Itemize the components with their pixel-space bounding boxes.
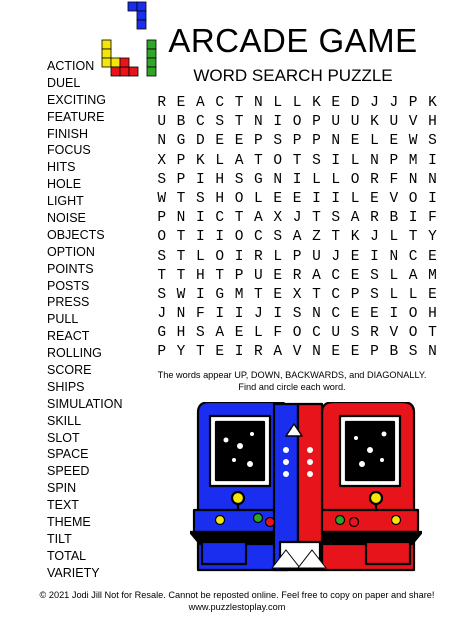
- grid-letter: P: [312, 133, 321, 150]
- grid-letter: T: [176, 229, 186, 246]
- grid-letter: P: [312, 114, 321, 131]
- grid-row: [152, 132, 442, 151]
- word-list-item: SPEED: [47, 464, 90, 479]
- grid-letter: W: [157, 190, 167, 207]
- arcade-cabinets-illustration: [190, 402, 422, 572]
- grid-letter: H: [215, 171, 225, 188]
- grid-letter: S: [234, 171, 244, 188]
- grid-letter: G: [215, 286, 225, 303]
- word-list-item: HITS: [47, 160, 76, 175]
- grid-letter: E: [370, 190, 379, 207]
- grid-letter: L: [370, 133, 379, 150]
- grid-letter: J: [389, 95, 399, 111]
- grid-letter: N: [389, 248, 399, 265]
- footer-website: www.puzzlestoplay.com: [188, 602, 286, 612]
- grid-letter: F: [428, 210, 437, 227]
- word-list-item: TILT: [47, 531, 72, 546]
- grid-letter: L: [254, 190, 263, 207]
- grid-letter: U: [157, 114, 167, 131]
- grid-letter: T: [176, 248, 186, 265]
- grid-letter: U: [312, 248, 321, 265]
- grid-letter: N: [428, 171, 437, 188]
- grid-letter: H: [196, 267, 205, 284]
- grid-letter: I: [234, 344, 244, 361]
- grid-letter: I: [215, 306, 225, 323]
- grid-letter: I: [196, 210, 205, 227]
- word-list-item: OBJECTS: [47, 227, 105, 242]
- grid-letter: S: [331, 210, 341, 227]
- word-list-item: TOTAL: [47, 548, 87, 563]
- grid-letter: C: [215, 95, 225, 111]
- grid-letter: P: [234, 267, 244, 284]
- grid-letter: S: [215, 114, 225, 131]
- grid-letter: T: [312, 286, 321, 303]
- grid-letter: N: [312, 306, 321, 323]
- grid-letter: P: [389, 152, 399, 169]
- grid-letter: O: [234, 190, 244, 207]
- grid-letter: E: [389, 133, 399, 150]
- grid-letter: E: [350, 306, 360, 323]
- grid-letter: I: [408, 210, 418, 227]
- grid-letter: L: [196, 248, 205, 265]
- grid-letter: U: [331, 114, 341, 131]
- grid-letter: U: [254, 267, 263, 284]
- grid-letter: I: [370, 248, 379, 265]
- grid-letter: J: [370, 229, 379, 246]
- grid-letter: E: [350, 267, 360, 284]
- grid-letter: I: [273, 306, 283, 323]
- word-list-item: SPIN: [47, 481, 77, 496]
- grid-letter: R: [254, 344, 263, 361]
- grid-letter: G: [254, 171, 263, 188]
- grid-letter: S: [273, 133, 283, 150]
- word-list-item: EXCITING: [47, 92, 107, 107]
- grid-letter: K: [350, 229, 360, 246]
- word-list-item: NOISE: [47, 211, 86, 226]
- grid-letter: O: [292, 114, 302, 131]
- grid-letter: A: [254, 210, 263, 227]
- grid-letter: X: [292, 286, 302, 303]
- grid-letter: L: [331, 171, 341, 188]
- word-list-item: POINTS: [47, 261, 94, 276]
- grid-letter: A: [215, 325, 225, 342]
- grid-letter: E: [234, 325, 244, 342]
- grid-letter: N: [428, 344, 437, 361]
- grid-letter: E: [273, 190, 283, 207]
- grid-letter: N: [331, 133, 341, 150]
- grid-letter: E: [331, 344, 341, 361]
- grid-letter: C: [331, 306, 341, 323]
- grid-letter: F: [389, 171, 399, 188]
- word-list-item: DUEL: [47, 75, 81, 90]
- grid-letter: R: [370, 171, 379, 188]
- grid-letter: E: [215, 133, 225, 150]
- grid-letter: A: [408, 267, 418, 284]
- grid-letter: I: [196, 286, 205, 303]
- grid-letter: T: [234, 210, 244, 227]
- grid-letter: O: [408, 190, 418, 207]
- grid-letter: C: [254, 229, 263, 246]
- word-list-item: VARIETY: [47, 565, 100, 580]
- word-list-item: THEME: [47, 515, 91, 530]
- grid-letter: O: [234, 229, 244, 246]
- instructions: [152, 370, 432, 393]
- grid-letter: S: [273, 229, 283, 246]
- grid-letter: X: [273, 210, 283, 227]
- grid-letter: D: [196, 133, 205, 150]
- grid-letter: H: [428, 114, 437, 131]
- grid-letter: U: [331, 325, 341, 342]
- grid-letter: I: [292, 171, 302, 188]
- grid-letter: Y: [176, 344, 186, 361]
- grid-letter: N: [254, 114, 263, 131]
- grid-letter: E: [350, 344, 360, 361]
- grid-letter: X: [157, 152, 167, 169]
- grid-letter: E: [273, 286, 283, 303]
- word-list-item: POSTS: [47, 278, 90, 293]
- grid-row: [152, 190, 442, 209]
- grid-letter: S: [157, 248, 167, 265]
- grid-letter: T: [176, 267, 186, 284]
- grid-letter: T: [312, 210, 321, 227]
- grid-letter: V: [389, 325, 399, 342]
- grid-letter: O: [408, 306, 418, 323]
- grid-letter: W: [408, 133, 418, 150]
- page-subtitle: WORD SEARCH PUZZLE: [193, 66, 393, 85]
- grid-letter: S: [157, 171, 167, 188]
- grid-letter: I: [215, 229, 225, 246]
- instructions-line-1: The words appear UP, DOWN, BACKWARDS, and DIAGONALLY.: [157, 370, 427, 380]
- grid-letter: R: [370, 325, 379, 342]
- grid-letter: R: [157, 95, 167, 111]
- grid-letter: I: [234, 248, 244, 265]
- letter-grid: [152, 94, 442, 363]
- word-list-item: FOCUS: [47, 143, 91, 158]
- word-list-item: SLOT: [47, 430, 80, 445]
- word-list-item: SPACE: [47, 447, 89, 462]
- grid-letter: I: [273, 114, 283, 131]
- grid-letter: T: [196, 344, 205, 361]
- grid-letter: O: [408, 325, 418, 342]
- grid-letter: F: [196, 306, 205, 323]
- grid-letter: O: [350, 171, 360, 188]
- grid-letter: Z: [312, 229, 321, 246]
- grid-letter: V: [389, 190, 399, 207]
- word-list-item: SKILL: [47, 413, 82, 428]
- grid-letter: T: [176, 190, 186, 207]
- grid-letter: A: [312, 267, 321, 284]
- grid-row: [152, 305, 442, 324]
- word-list-item: ROLLING: [47, 346, 102, 361]
- word-list-item: TEXT: [47, 498, 79, 513]
- grid-letter: C: [215, 210, 225, 227]
- grid-letter: K: [312, 95, 321, 111]
- word-list-item: REACT: [47, 329, 90, 344]
- grid-letter: S: [350, 325, 360, 342]
- grid-letter: B: [389, 210, 399, 227]
- grid-letter: A: [350, 210, 360, 227]
- grid-letter: S: [312, 152, 321, 169]
- grid-letter: S: [157, 286, 167, 303]
- grid-letter: V: [292, 344, 302, 361]
- grid-letter: P: [350, 286, 360, 303]
- grid-letter: B: [176, 114, 186, 131]
- grid-letter: N: [157, 133, 167, 150]
- grid-letter: P: [370, 344, 379, 361]
- grid-letter: S: [408, 344, 418, 361]
- grid-row: [152, 248, 442, 267]
- grid-letter: T: [234, 95, 244, 111]
- grid-letter: N: [312, 344, 321, 361]
- grid-letter: O: [292, 325, 302, 342]
- grid-letter: S: [370, 267, 379, 284]
- grid-letter: S: [370, 286, 379, 303]
- grid-letter: C: [408, 248, 418, 265]
- grid-letter: U: [389, 114, 399, 131]
- grid-letter: I: [196, 171, 205, 188]
- grid-letter: J: [370, 95, 379, 111]
- grid-letter: P: [408, 95, 418, 111]
- grid-letter: P: [292, 248, 302, 265]
- grid-letter: P: [176, 152, 186, 169]
- grid-letter: I: [331, 190, 341, 207]
- grid-letter: L: [273, 95, 283, 111]
- grid-letter: O: [157, 229, 167, 246]
- grid-letter: W: [176, 286, 186, 303]
- grid-letter: E: [215, 344, 225, 361]
- grid-letter: E: [234, 133, 244, 150]
- grid-letter: L: [350, 152, 360, 169]
- grid-letter: L: [408, 286, 418, 303]
- grid-row: [152, 267, 442, 286]
- grid-letter: I: [428, 152, 437, 169]
- grid-letter: D: [350, 95, 360, 111]
- grid-letter: K: [370, 114, 379, 131]
- grid-letter: A: [196, 95, 205, 111]
- grid-letter: E: [350, 248, 360, 265]
- grid-letter: Y: [428, 229, 437, 246]
- grid-letter: R: [254, 248, 263, 265]
- grid-letter: E: [370, 306, 379, 323]
- grid-letter: T: [254, 152, 263, 169]
- grid-letter: C: [312, 325, 321, 342]
- word-list-item: LIGHT: [47, 194, 84, 209]
- grid-row: [152, 343, 442, 362]
- footer-copyright: © 2021 Jodi Jill Not for Resale. Cannot be reposted online. Feel free to copy on paper and share!: [39, 590, 435, 600]
- page-title: ARCADE GAME: [168, 22, 418, 59]
- grid-letter: V: [408, 114, 418, 131]
- grid-letter: E: [331, 95, 341, 111]
- grid-letter: L: [389, 229, 399, 246]
- grid-letter: N: [273, 171, 283, 188]
- grid-letter: L: [254, 325, 263, 342]
- grid-letter: K: [196, 152, 205, 169]
- grid-letter: N: [176, 210, 186, 227]
- word-list-item: FEATURE: [47, 109, 105, 124]
- grid-letter: C: [331, 267, 341, 284]
- grid-letter: H: [428, 306, 437, 323]
- grid-letter: H: [215, 190, 225, 207]
- grid-letter: E: [273, 267, 283, 284]
- grid-letter: O: [273, 152, 283, 169]
- grid-row: [152, 324, 442, 343]
- grid-letter: B: [389, 344, 399, 361]
- grid-letter: J: [331, 248, 341, 265]
- grid-letter: E: [350, 133, 360, 150]
- grid-letter: T: [428, 325, 437, 342]
- word-list-item: HOLE: [47, 177, 82, 192]
- grid-letter: N: [254, 95, 263, 111]
- grid-letter: G: [157, 325, 167, 342]
- grid-letter: M: [234, 286, 244, 303]
- grid-letter: C: [331, 286, 341, 303]
- grid-row: [152, 171, 442, 190]
- grid-letter: P: [176, 171, 186, 188]
- grid-letter: J: [254, 306, 263, 323]
- grid-letter: R: [370, 210, 379, 227]
- grid-letter: S: [292, 306, 302, 323]
- word-list: [47, 58, 122, 582]
- grid-letter: I: [196, 229, 205, 246]
- grid-letter: N: [370, 152, 379, 169]
- word-list-item: PRESS: [47, 295, 90, 310]
- grid-letter: T: [157, 267, 167, 284]
- grid-letter: L: [312, 171, 321, 188]
- grid-letter: A: [234, 152, 244, 169]
- grid-letter: R: [292, 267, 302, 284]
- grid-letter: T: [215, 267, 225, 284]
- grid-letter: L: [215, 152, 225, 169]
- word-list-item: PULL: [47, 312, 79, 327]
- word-list-item: SHIPS: [47, 379, 85, 394]
- grid-letter: M: [408, 152, 418, 169]
- grid-letter: L: [389, 286, 399, 303]
- grid-row: [152, 286, 442, 305]
- grid-letter: I: [389, 306, 399, 323]
- grid-letter: S: [428, 133, 437, 150]
- grid-letter: I: [428, 190, 437, 207]
- grid-letter: E: [176, 95, 186, 111]
- grid-letter: L: [273, 248, 283, 265]
- grid-row: [152, 209, 442, 228]
- grid-letter: C: [196, 114, 205, 131]
- grid-letter: G: [176, 133, 186, 150]
- grid-letter: U: [350, 114, 360, 131]
- grid-row: [152, 228, 442, 247]
- grid-letter: P: [292, 133, 302, 150]
- grid-letter: T: [331, 229, 341, 246]
- instructions-line-2: Find and circle each word.: [238, 381, 346, 392]
- grid-letter: T: [408, 229, 418, 246]
- grid-letter: L: [350, 190, 360, 207]
- word-list-item: FINISH: [47, 126, 88, 141]
- grid-letter: A: [292, 229, 302, 246]
- grid-letter: K: [428, 95, 437, 111]
- word-list-item: SCORE: [47, 363, 92, 378]
- grid-letter: L: [389, 267, 399, 284]
- grid-letter: M: [428, 267, 437, 284]
- grid-letter: I: [312, 190, 321, 207]
- grid-row: [152, 94, 442, 113]
- grid-letter: L: [292, 95, 302, 111]
- grid-letter: I: [234, 306, 244, 323]
- footer: [0, 589, 474, 613]
- word-list-item: OPTION: [47, 244, 95, 259]
- grid-letter: H: [176, 325, 186, 342]
- grid-letter: P: [157, 344, 167, 361]
- grid-row: [152, 113, 442, 132]
- grid-letter: S: [196, 325, 205, 342]
- grid-letter: N: [176, 306, 186, 323]
- grid-row: [152, 152, 442, 171]
- grid-letter: E: [292, 190, 302, 207]
- grid-letter: P: [157, 210, 167, 227]
- word-list-item: SIMULATION: [47, 396, 123, 411]
- grid-letter: N: [408, 171, 418, 188]
- grid-letter: S: [196, 190, 205, 207]
- grid-letter: P: [254, 133, 263, 150]
- grid-letter: J: [292, 210, 302, 227]
- grid-letter: A: [273, 344, 283, 361]
- grid-letter: T: [254, 286, 263, 303]
- grid-letter: T: [292, 152, 302, 169]
- grid-letter: J: [157, 306, 167, 323]
- grid-letter: O: [215, 248, 225, 265]
- grid-letter: I: [331, 152, 341, 169]
- grid-letter: E: [428, 248, 437, 265]
- grid-letter: E: [428, 286, 437, 303]
- word-list-item: ACTION: [47, 59, 95, 73]
- grid-letter: F: [273, 325, 283, 342]
- grid-letter: T: [234, 114, 244, 131]
